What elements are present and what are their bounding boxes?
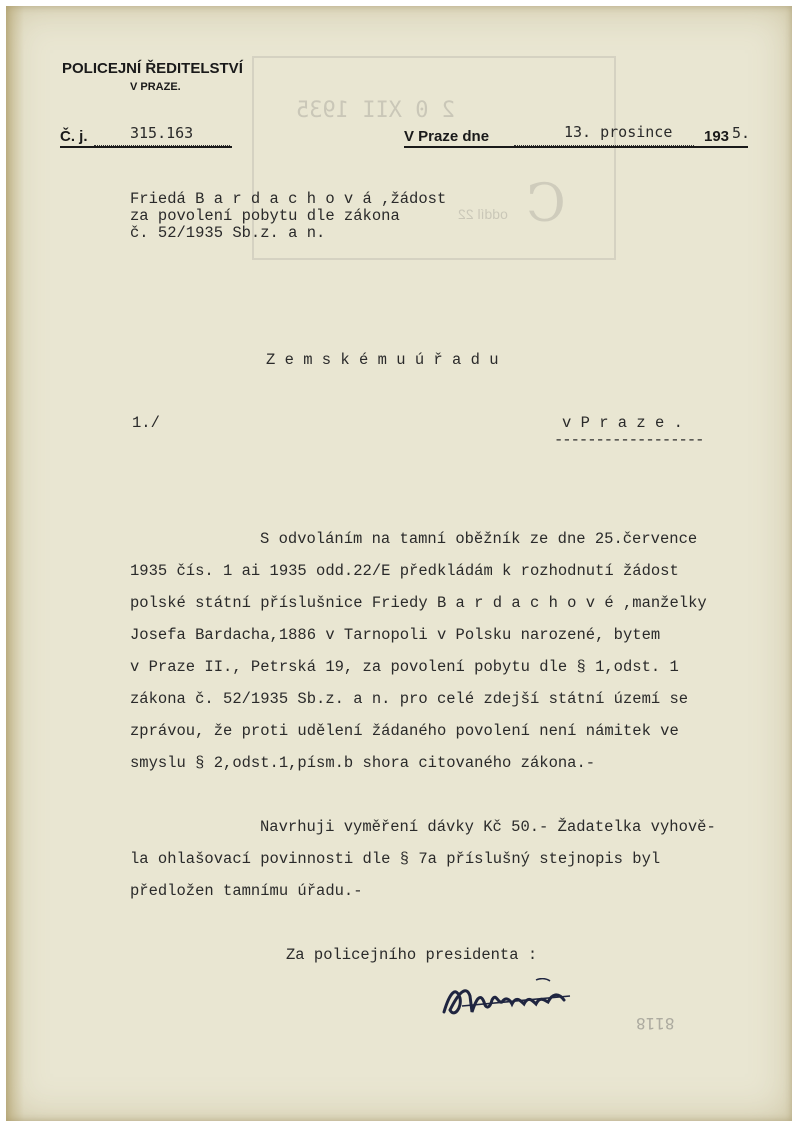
date-year-prefix: 193 [704, 128, 730, 145]
date-underline [404, 146, 748, 148]
addressee-name: Z e m s k é m u ú ř a d u [266, 351, 499, 369]
signature [440, 978, 580, 1022]
date-day-month: 13. prosince [564, 123, 673, 141]
body-line: 1935 čís. 1 ai 1935 odd.22/E předkládám k rozhodnutí žádost [130, 562, 679, 580]
body-line: předložen tamnímu úřadu.- [130, 882, 363, 900]
stamp-department: oddíl 22 [458, 206, 508, 222]
date-place-label: V Praze dne [404, 128, 490, 145]
stamp-number: 2 0 XII 1935 [296, 98, 455, 123]
document-page [6, 6, 792, 1121]
subject-line-3: č. 52/1935 Sb.z. a n. [130, 224, 326, 242]
letterhead-office: POLICEJNÍ ŘEDITELSTVÍ [62, 60, 243, 77]
addressee-number: 1./ [132, 414, 160, 432]
reference-label: Č. j. [60, 128, 88, 145]
body-line: v Praze II., Petrská 19, za povolení pobytu dle § 1,odst. 1 [130, 658, 679, 676]
body-line: zprávou, že proti udělení žádaného povolení není námitek ve [130, 722, 679, 740]
addressee-city: v P r a z e . [562, 414, 683, 432]
stamp-letter: C [526, 174, 566, 234]
paper-edge [6, 6, 24, 1121]
addressee-underline: ------------------ [554, 431, 704, 449]
date-year-suffix: 5. [732, 124, 751, 142]
letterhead-city: V PRAZE. [130, 81, 181, 93]
body-line: smyslu § 2,odst.1,písm.b shora citovaného zákona.- [130, 754, 596, 772]
body-line: zákona č. 52/1935 Sb.z. a n. pro celé zdejší státní území se [130, 690, 689, 708]
body-line: Josefa Bardacha,1886 v Tarnopoli v Polsku narozené, bytem [130, 626, 661, 644]
body-line: polské státní příslušnice Friedy B a r d a c h o v é ,manželky [130, 594, 707, 612]
pencil-note: 8118 [636, 1014, 675, 1033]
reference-underline [60, 146, 232, 148]
subject-line-1: Friedá B a r d a c h o v á ,žádost [130, 190, 447, 208]
body-line: la ohlašovací povinnosti dle § 7a příslušný stejnopis byl [130, 850, 661, 868]
body-line: Navrhuji vyměření dávky Kč 50.- Žadatelka vyhově- [260, 818, 716, 836]
body-line: S odvoláním na tamní oběžník ze dne 25.července [260, 530, 698, 548]
subject-line-2: za povolení pobytu dle zákona [130, 207, 400, 225]
reference-number: 315.163 [130, 124, 194, 142]
closing-line: Za policejního presidenta : [286, 946, 538, 964]
